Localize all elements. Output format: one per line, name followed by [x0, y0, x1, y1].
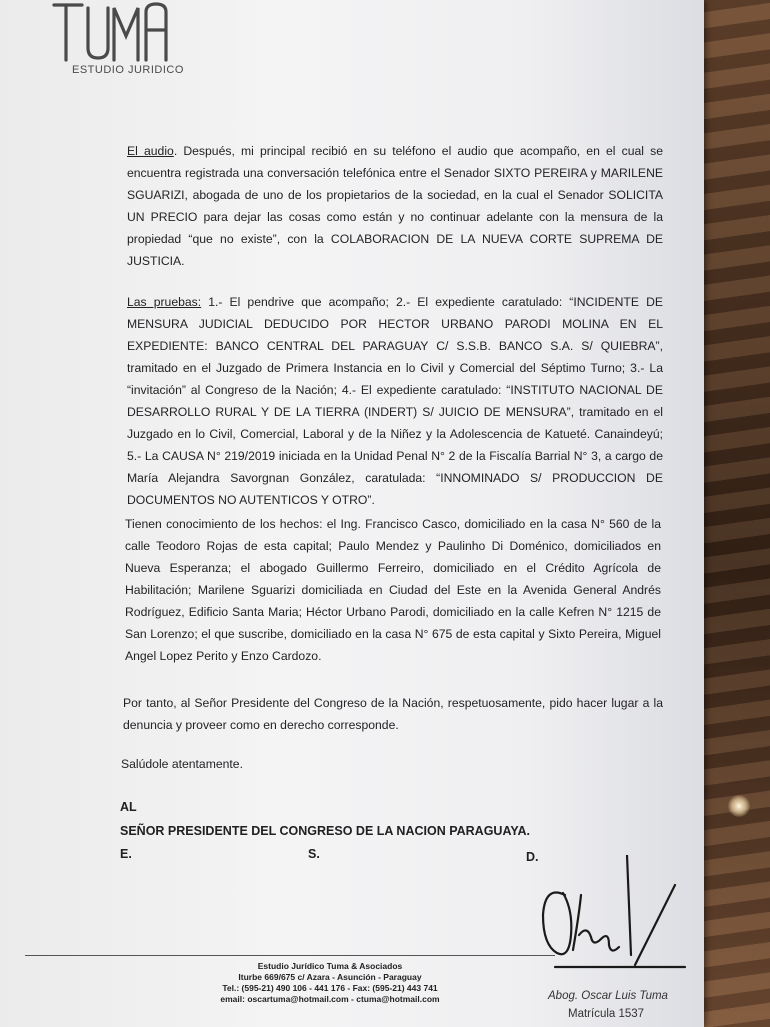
- audio-heading: El audio: [127, 144, 174, 158]
- audio-text: . Después, mi principal recibió en su teléfono el audio que acompaño, en el cual se encuentra registrada una conversación telefónica entre el Senador SIXTO PEREIRA y MARILENE SGUARIZI, abogada de uno de los propietarios de la sociedad, en la cual el Senador SOLICITA UN PRECIO para dejar las cosas como están y no continuar adelante con la mensura de la propiedad “que no existe”, con la COLABORACION DE LA NUEVA CORTE SUPREMA DE JUSTICIA.: [127, 144, 664, 268]
- footer-address: Iturbe 669/675 c/ Azara - Asunción - Paraguay: [238, 972, 422, 982]
- tuma-logo-icon: [52, 0, 172, 62]
- conocimiento-paragraph: Tienen conocimiento de los hechos: el Ing. Francisco Casco, domiciliado en la casa N° 560 de la calle Teodoro Rojas de esta capital; Paulo Mendez y Paulinho Di Doménico, domiciliados en Nueva Esperanza; el abogado Guillermo Ferreiro, domiciliado en el Crédito Agrícola de Habilitación; Marilene Sguarizi domiciliada en Ciudad del Este en la Avenida General Andrés Rodríguez, Edificio Santa Maria; Héctor Urbano Parodi, domiciliado en la calle Kefren N° 1215 de San Lorenzo; el que suscribe, domiciliado en la casa N° 675 de esta capital y Sixto Pereira, Miguel Angel Lopez Perito y Enzo Cardozo.: [125, 517, 661, 663]
- addressee-d: D.: [526, 850, 539, 864]
- addressee-s: S.: [308, 847, 320, 861]
- audio-paragraph: [127, 140, 663, 272]
- letterhead-logo: [52, 0, 182, 86]
- footer-divider: [25, 955, 555, 956]
- signature-matricula: Matrícula 1537: [568, 1008, 645, 1020]
- footer-email: email: oscartuma@hotmail.com - ctuma@hotmail.com: [220, 994, 440, 1004]
- addressee-e: E.: [120, 847, 132, 861]
- light-glare: [728, 795, 750, 817]
- footer-phones: Tel.: (595-21) 490 106 - 441 176 - Fax: (595-21) 443 741: [222, 983, 438, 993]
- addressee-line: SEÑOR PRESIDENTE DEL CONGRESO DE LA NACION PARAGUAYA.: [120, 824, 531, 838]
- footer-block: [195, 961, 465, 1005]
- letterhead-subtitle: ESTUDIO JURIDICO: [72, 64, 184, 76]
- addressee-al: AL: [120, 800, 137, 814]
- pruebas-text: 1.- El pendrive que acompaño; 2.- El expediente caratulado: “INCIDENTE DE MENSURA JUDICIAL DEDUCIDO POR HECTOR URBANO PARODI MOLINA EN EL EXPEDIENTE: BANCO CENTRAL DEL PARAGUAY C/ S.S.B. BANCO S.A. S/ QUIEBRA”, tramitado en el Juzgado de Primera Instancia en lo Civil y Comercial del Séptimo Turno; 3.- La “invitación” al Congreso de la Nación; 4.- El expediente caratulado: “INSTITUTO NACIONAL DE DESARROLLO RURAL Y DE LA TIERRA (INDERT) S/ JUICIO DE MENSURA”, tramitado en el Juzgado en lo Civil, Comercial, Laboral y de la Niñez y la Adolescencia de Katueté. Canaindeyú; 5.- La CAUSA N° 219/2019 iniciada en la Unidad Penal N° 2 de la Fiscalía Barrial N° 3, a cargo de María Alejandra Savorgnan González, caratulada: “INNOMINADO S/ PRODUCCION DE DOCUMENTOS NO AUTENTICOS Y OTRO”.: [127, 295, 664, 507]
- signature-name: Abog. Oscar Luis Tuma: [548, 990, 668, 1002]
- pruebas-paragraph: [127, 291, 663, 511]
- signature-graphic: [535, 855, 695, 975]
- saludo-text: Salúdole atentamente.: [121, 757, 243, 771]
- handwritten-signature-icon: [535, 855, 695, 975]
- pruebas-heading: Las pruebas:: [127, 295, 202, 309]
- portanto-paragraph: Por tanto, al Señor Presidente del Congreso de la Nación, respetuosamente, pido hacer lugar a la denuncia y proveer como en derecho corresponde.: [123, 696, 663, 732]
- footer-firm: Estudio Jurídico Tuma & Asociados: [257, 961, 403, 971]
